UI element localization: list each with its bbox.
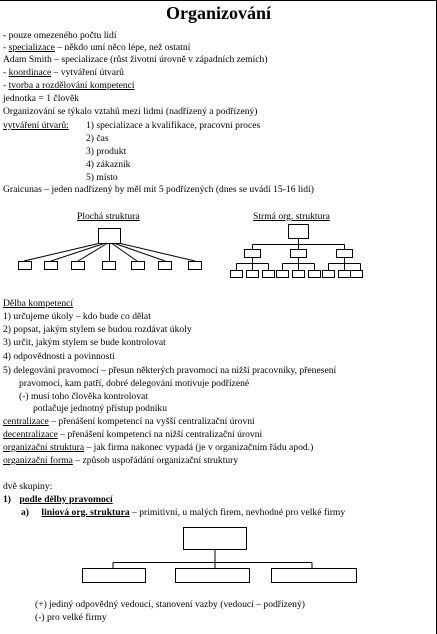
skupiny-intro: dvě skupiny: — [3, 481, 53, 492]
utvary-item-1: 1) specializace a kvalifikace, pracovní proces — [86, 120, 261, 131]
delba-heading: Dělba kompetencí — [3, 298, 74, 309]
delba-item-3: 3) určit, jakým stylem se bude kontrolovat — [3, 337, 166, 348]
intro-line-2: - specializace – někdo umí něco lépe, než ostatní — [3, 42, 191, 53]
skupiny-item-1: 1) podle dělby pravomocí — [3, 494, 113, 505]
utvary-item-2: 2) čas — [86, 133, 109, 144]
delba-item-1: 1) určujeme úkoly – kdo bude co dělat — [3, 311, 151, 322]
utvary-item-3: 3) produkt — [86, 146, 127, 157]
definition-decentralizace: decentralizace – přenášení kompetencí na nižší centralizační úrovni — [3, 429, 263, 440]
cons-line: (-) pro velké firmy — [35, 612, 107, 623]
tall-structure-diagram — [228, 224, 363, 286]
intro-line-5: - tvorba a rozdělování kompetencí — [3, 80, 135, 91]
tall-structure-label: Strmá org. struktura — [253, 211, 330, 222]
pros-line: (+) jediný odpovědný vedoucí, stanovení vazby (vedoucí – podřízený) — [35, 599, 305, 610]
skupiny-sub-a: a) liniová org. struktura – primitivní, u malých firem, nevhodné pro velké firmy — [21, 507, 346, 518]
intro-line-6: jednotka = 1 člověk — [3, 93, 80, 104]
linear-structure-diagram — [80, 527, 380, 587]
graicunas-line: Graicunas – jeden nadřízený by měl mít 5 podřízených (dnes se uvádí 15-16 lidí) — [3, 184, 314, 195]
delba-item-2: 2) popsat, jakým stylem se budou rozdávat úkoly — [3, 324, 192, 335]
definition-org-forma: organizační forma – způsob uspořádání organizační struktury — [3, 455, 239, 466]
intro-line-3: Adam Smith – specializace (růst životní úrovně v západních zemích) — [3, 54, 268, 65]
delba-con-1: (-) musí toho člověka kontrolovat — [19, 391, 148, 402]
top-border — [0, 0, 437, 1]
definition-org-struktura: organizační struktura – jak firma nakonec vypadá (je v organizačním řádu apod.) — [3, 442, 314, 453]
delba-item-5: 5) delegování pravomocí – přesun některých pravomocí na nižší pracovníky, přenesení — [3, 365, 337, 376]
intro-line-4: - koordinace – vytváření útvarů — [3, 67, 124, 78]
utvary-item-4: 4) zákazník — [86, 159, 131, 170]
delba-item-4: 4) odpovědnosti a povinnosti — [3, 351, 115, 362]
intro-line-7: Organizování se týkalo vztahů mezi lidmi (nadřízený a podřízený) — [3, 106, 258, 117]
definition-centralizace: centralizace – přenášení kompetencí na vyšší centralizační úrovni — [3, 416, 255, 427]
utvary-label: vytváření útvarů: — [3, 120, 69, 131]
flat-structure-label: Plochá struktura — [77, 211, 140, 222]
flat-structure-diagram — [18, 228, 208, 274]
delba-item-5-cont: pravomoci, kam patří, dobré delegování motivuje podřízené — [19, 378, 250, 389]
utvary-item-5: 5) místo — [86, 172, 118, 183]
delba-con-2: potlačuje jednotný přístup podniku — [33, 403, 168, 414]
page-title: Organizování — [165, 3, 271, 23]
intro-line-1: - pouze omezeného počtu lidí — [3, 30, 117, 41]
